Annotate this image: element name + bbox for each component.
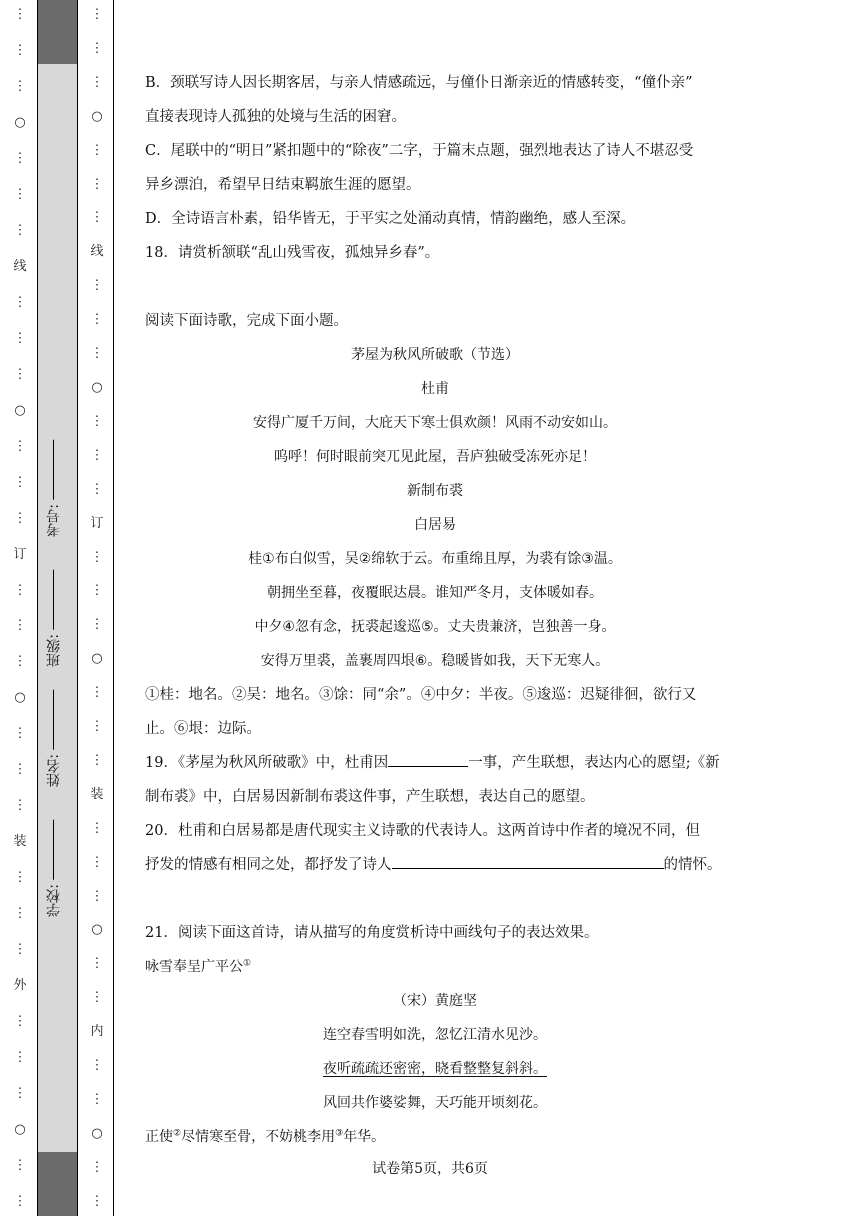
seal-char-nei: 内 bbox=[90, 1024, 104, 1040]
poem2-title: 新制布裘 bbox=[407, 483, 463, 499]
notes-line1: ①桂：地名。②吴：地名。③馀：同“余”。④中夕：半夜。⑤逡巡：迟疑徘徊，欲行又 bbox=[145, 687, 697, 703]
seal-char-zhuang: 装 bbox=[90, 786, 104, 802]
q17-option-d: D．全诗语言朴素，铅华皆无，于平实之处涌动真情，情韵幽绝，感人至深。 bbox=[145, 211, 636, 227]
exam-content bbox=[145, 66, 725, 1154]
q21-poem-line: 连空春雪明如洗，忽忆江清水见沙。 bbox=[323, 1027, 547, 1043]
q19-line2: 制布裘》中，白居易因新制布裘这件事，产生联想，表达自己的愿望。 bbox=[145, 789, 595, 805]
poem1-line: 呜呼！何时眼前突兀见此屋，吾庐独破受冻死亦足！ bbox=[274, 449, 596, 465]
poem2-line: 安得万里裘，盖裹周四垠⑥。稳暖皆如我，天下无寒人。 bbox=[260, 653, 610, 669]
q17-option-b-line1: B．颈联写诗人因长期客居，与亲人情感疏远，与僮仆日渐亲近的情感转变，“僮仆亲” bbox=[145, 75, 693, 91]
seal-circle-icon: ○ bbox=[91, 922, 103, 938]
seal-circle-icon: ○ bbox=[14, 1122, 26, 1138]
q17-option-c-line1: C．尾联中的“明日”紧扣题中的“除夜”二字，于篇末点题，强烈地表达了诗人不堪忍受 bbox=[145, 143, 694, 159]
seal-char-line: 线 bbox=[13, 258, 27, 274]
reading-intro: 阅读下面诗歌，完成下面小题。 bbox=[145, 313, 348, 329]
seal-char-ding: 订 bbox=[90, 515, 104, 531]
poem2-line: 中夕④忽有念，抚裘起逡巡⑤。丈夫贵兼济，岂独善一身。 bbox=[254, 619, 616, 635]
seal-circle-icon: ○ bbox=[14, 402, 26, 418]
seal-char-wai: 外 bbox=[13, 978, 27, 994]
seal-circle-icon: ○ bbox=[91, 379, 103, 395]
q21-poem-author: （宋）黄庭坚 bbox=[393, 993, 477, 1009]
q21-poem-line: 风回共作婆娑舞，天巧能开顷刻花。 bbox=[323, 1095, 547, 1111]
q21-poem-line: 正使②尽情寒至骨，不妨桃李用③年华。 bbox=[145, 1128, 386, 1145]
seal-circle-icon: ○ bbox=[91, 108, 103, 124]
poem1-author: 杜甫 bbox=[421, 381, 449, 397]
poem2-line: 桂①布白似雪，吴②绵软于云。布重绵且厚，为裘有馀③温。 bbox=[248, 551, 622, 567]
q19-line1: 19．《茅屋为秋风所破歌》中，杜甫因 一事，产生联想，表达内心的愿望;《新 bbox=[145, 746, 725, 780]
q17-option-c-line2: 异乡漂泊，希望早日结束羁旅生涯的愿望。 bbox=[145, 177, 421, 193]
q21-underlined-line: 夜听疏疏还密密，晓看整整复斜斜。 bbox=[323, 1061, 547, 1077]
poem1-title: 茅屋为秋风所破歌（节选） bbox=[351, 347, 519, 363]
class-field[interactable]: 班级: bbox=[44, 570, 72, 667]
q17-option-b-line2: 直接表现诗人孤独的处境与生活的困窘。 bbox=[145, 109, 406, 125]
poem2-line: 朝拥坐至暮，夜覆眠达晨。谁知严冬月，支体暖如春。 bbox=[267, 585, 603, 601]
seal-circle-icon: ○ bbox=[91, 1125, 103, 1141]
seal-circle-icon: ○ bbox=[91, 651, 103, 667]
seal-char-ding: 订 bbox=[13, 546, 27, 562]
q18-stem: 18．请赏析颔联“乱山残雪夜，孤烛异乡春”。 bbox=[145, 245, 440, 261]
q21-poem-title: 咏雪奉呈广平公① bbox=[145, 958, 252, 975]
seal-circle-icon: ○ bbox=[14, 690, 26, 706]
inner-binding-column: ⋮ ⋮ ⋮ ○ ⋮ ⋮ ⋮ 线 ⋮ ⋮ ⋮ ○ ⋮ ⋮ ⋮ 订 ⋮ ⋮ ⋮ ○ ⋮ ⋮ ⋮ 装 ⋮ ⋮ ⋮ ○ ⋮ ⋮ 内 ⋮ ⋮ ○ ⋮ ⋮ bbox=[90, 7, 104, 1209]
notes-line2: 止。⑥垠：边际。 bbox=[145, 721, 261, 737]
seal-circle-icon: ○ bbox=[14, 114, 26, 130]
exam-number-field[interactable]: 考号: bbox=[44, 440, 72, 537]
q20-line2: 抒发的情感有相同之处，都抒发了诗人 的情怀。 bbox=[145, 848, 725, 882]
student-info-strip bbox=[37, 0, 78, 1216]
q21-stem: 21．阅读下面这首诗，请从描写的角度赏析诗中画线句子的表达效果。 bbox=[145, 925, 599, 941]
page-footer: 试卷第5页，共6页 bbox=[372, 1161, 488, 1177]
q19-answer-blank[interactable] bbox=[388, 748, 468, 767]
seal-char-zhuang: 装 bbox=[13, 834, 27, 850]
q20-line1: 20．杜甫和白居易都是唐代现实主义诗歌的代表诗人。这两首诗中作者的境况不同，但 bbox=[145, 823, 700, 839]
outer-binding-column: ⋮ ⋮ ⋮ ○ ⋮ ⋮ ⋮ 线 ⋮ ⋮ ⋮ ○ ⋮ ⋮ ⋮ 订 ⋮ ⋮ ⋮ ○ ⋮ ⋮ ⋮ 装 ⋮ ⋮ ⋮ 外 ⋮ ⋮ ⋮ ○ ⋮ ⋮ bbox=[13, 7, 27, 1209]
poem1-line: 安得广厦千万间，大庇天下寒士俱欢颜！风雨不动安如山。 bbox=[253, 415, 617, 431]
poem2-author: 白居易 bbox=[414, 517, 456, 533]
seal-char-line: 线 bbox=[90, 244, 104, 260]
binding-rule bbox=[113, 0, 114, 1216]
school-field[interactable]: 学校: bbox=[44, 820, 72, 917]
q20-answer-blank[interactable] bbox=[392, 850, 664, 869]
name-field[interactable]: 姓名: bbox=[44, 690, 72, 787]
